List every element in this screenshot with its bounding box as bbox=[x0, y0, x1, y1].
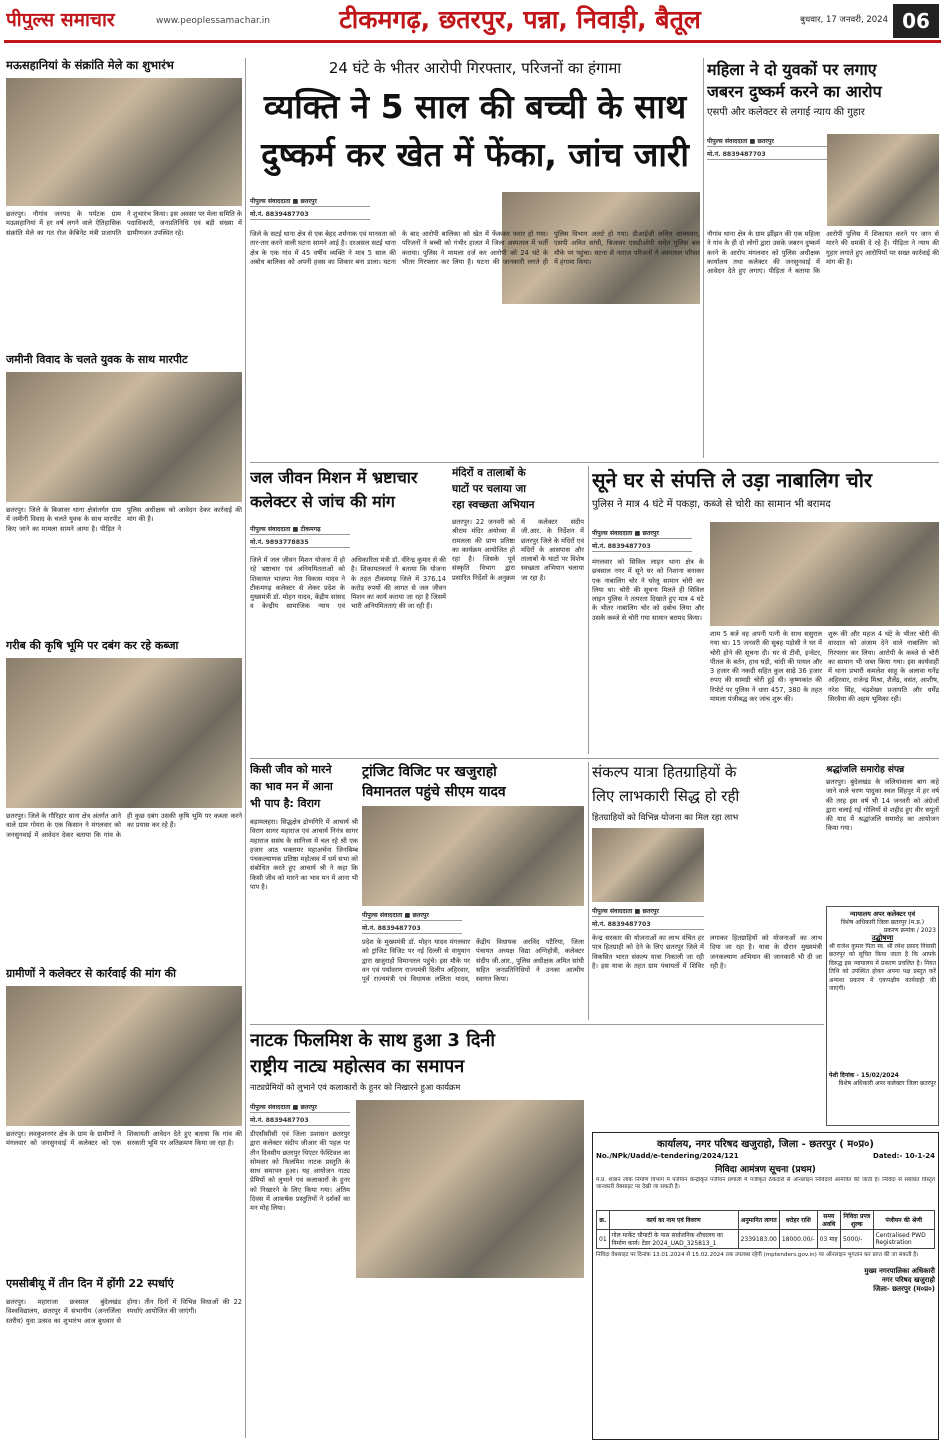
story-headline: लिए लाभकारी सिद्ध हो रही bbox=[592, 787, 740, 805]
fair-photo bbox=[6, 78, 242, 206]
story-title: गरीब की कृषि भूमि पर दबंग कर रहे कब्जा bbox=[6, 639, 179, 652]
story-text: जिले में जल जीवन मिशन योजना में हो रहे भ्रष्टाचार एवं अनियमितताओं को शिकायत भाजपा नेता विकास यादव ने टीकमगढ़ कलेक्टर से लेकर प्रदेश के मुख्यमंत्री डॉ. मोहन यादव, केंद्रीय सांसद व केन्द्रीय सामाजिक न्याय एवं अधिकारिता मंत्री डॉ. वीरेन्द्र कुमार से की है। शिकायतकर्ता ने बताया कि योजना के तहत टीकमगढ़ जिले में 376.14 करोड़ रुपयों की लागत से जल जीवन मिशन का कार्य कराया जा रहा है जिसमें भारी अनियमितताएं की जा रही हैं। bbox=[250, 556, 446, 611]
story-title: ग्रामीणों ने कलेक्टर से कार्रवाई की मांग की bbox=[6, 967, 176, 980]
table-header: कार्य का नाम एवं विवरण bbox=[609, 1211, 738, 1230]
byline: पीपुल्स संवाददाता ■ छतरपुर bbox=[250, 1102, 350, 1113]
story-headline: सूने घर से संपत्ति ले उड़ा नाबालिग चोर bbox=[592, 468, 873, 492]
lead-kicker: 24 घंटे के भीतर आरोपी गिरफ्तार, परिजनों का हंगामा bbox=[328, 59, 622, 77]
table-cell: 01 bbox=[597, 1230, 610, 1249]
woman-photo bbox=[827, 134, 939, 226]
reporter-mobile: मो.नं. 8839487703 bbox=[250, 209, 370, 220]
byline: पीपुल्स संवाददाता ■ छतरपुर bbox=[592, 528, 692, 539]
tender-signature: मुख्य नगरपालिका अधिकारी bbox=[864, 1267, 935, 1276]
story-headline: विमानतल पहुंचे सीएम यादव bbox=[362, 784, 506, 800]
police-photo bbox=[710, 522, 939, 626]
story-text: नौगांव थाना क्षेत्र के ग्राम झींझन की एक महिला ने गांव के ही दो लोगों द्वारा उसके जबरन दुष्कर्म करने के आरोप मंगलवार को पुलिस अधीक्षक कार्यालय तथा कलेक्टर की जनसुनवाई में आवेदन देते हुए लगाए। पीड़िता ने बताया कि आरोपी पुलिस में शिकायत करने पर जान से मारने की धमकी दे रहे हैं। पीड़िता ने न्याय की गुहार लगाते हुए आरोपियों पर सख्त कार्रवाई की मांग की है। bbox=[707, 230, 939, 276]
reporter-mobile: मो.नं. 8839487703 bbox=[707, 149, 827, 160]
table-header: पंजीयन की श्रेणी bbox=[873, 1211, 934, 1230]
byline-box bbox=[250, 524, 350, 552]
story-text: छतरपुर। जिले के गौरिहार थाना क्षेत्र अंतर्गत आने वाले ग्राम गोयरा के एक किसान ने मंगलवार को जनसुनवाई में आवेदन देकर बताया कि गांव के ही कुछ दबंग उसकी कृषि भूमि पर कब्जा करने का प्रयास कर रहे हैं। bbox=[6, 812, 242, 839]
tender-intro: म.प्र. शासन लोक निर्माण विभाग में पंजीयन केन्द्रीकृत पंजीयन प्रणाली में पंजीकृत ठेकेदारों से ऑनलाइन निविदायें आमंत्रित की जाती हैं। निविदा से संबंधित विस्तृत जानकारी वेबसाइट पर देखी जा सकती है। bbox=[596, 1177, 935, 1191]
water-mission-story bbox=[250, 466, 446, 754]
tender-signature: नगर परिषद खजुराहो bbox=[881, 1276, 935, 1285]
table-cell: गोल मार्केट चौपाटी के पास सार्वजनिक शौचालय का निर्माण कार्य। टेंडर 2024_UAD_325813_1 bbox=[609, 1230, 738, 1249]
table-header: समय अवधि bbox=[817, 1211, 840, 1230]
story-headline: श्रद्धांजलि समारोह संपन्न bbox=[826, 765, 905, 775]
tender-ref-row bbox=[596, 1152, 935, 1160]
story-headline: ट्रांजिट विजिट पर खजुराहो bbox=[362, 764, 497, 780]
sankalp-story bbox=[592, 762, 822, 1020]
reporter-mobile: मो.नं. 8839487703 bbox=[362, 923, 462, 934]
table-cell: 18000.00/- bbox=[779, 1230, 817, 1249]
court-text: श्री राजेश कुमार पिता स्व. श्री रमेश प्रसाद निवासी छतरपुर को सूचित किया जाता है कि आपके विरुद्ध इस न्यायालय में प्रकरण प्रचलित है। नियत तिथि को उपस्थित होकर अपना पक्ष प्रस्तुत करें अन्यथा प्रकरण में एकपक्षीय कार्यवाही की जाएगी। bbox=[829, 943, 936, 993]
story-headline: रहा स्वच्छता अभियान bbox=[452, 499, 535, 511]
right-story bbox=[707, 58, 939, 458]
byline-box bbox=[362, 910, 462, 936]
section-rule bbox=[250, 758, 939, 759]
story-headline: भी पाप है: विराग bbox=[250, 797, 321, 810]
story-headline: राष्ट्रीय नाट्य महोत्सव का समापन bbox=[250, 1056, 465, 1077]
byline-box bbox=[592, 528, 692, 556]
byline: पीपुल्स संवाददाता ■ टीकमगढ़ bbox=[250, 524, 350, 535]
byline: पीपुल्स संवाददाता ■ छतरपुर bbox=[707, 136, 827, 147]
byline: पीपुल्स संवाददाता ■ छतरपुर bbox=[250, 196, 370, 207]
story-headline: महिला ने दो युवकों पर लगाए bbox=[707, 60, 877, 79]
story-text: केन्द्र सरकार की योजनाओं का लाभ वंचित हर पात्र हितग्राही को देने के लिए छतरपुर जिले में विकसित भारत संकल्प यात्रा निकाली जा रही है। इस यात्रा के तहत ग्राम पंचायतों में शिविर लगाकर हितग्राहियों को योजनाओं का लाभ दिया जा रहा है। यात्रा के दौरान मुख्यमंत्री जनकल्याण अभियान की जानकारी भी दी जा रही है। bbox=[592, 934, 822, 970]
column-rule bbox=[588, 762, 589, 1020]
page-number: 06 bbox=[893, 4, 939, 38]
tender-title: निविदा आमंत्रण सूचना (प्रथम) bbox=[715, 1165, 816, 1175]
story-text: डीएसीसीसी एवं जिला प्रशासन छतरपुर द्वारा कलेक्टर संदीप जीआर की पहल पर तीन दिवसीय छतरपुर थिएटर फेस्टिवल का सोमवार को फिलमिश नाटक प्रस्तुति के साथ समापन हुआ। यह आयोजन नाट्य प्रेमियों को लुभाने एवं कलाकारों के हुनर को निखारने के लिए किया गया। अंतिम दिवस में आकर्षक प्रस्तुतियों ने दर्शकों का मन मोह लिया। bbox=[250, 1130, 350, 1213]
section-rule bbox=[250, 462, 939, 463]
masthead bbox=[0, 0, 945, 46]
lead-headline: दुष्कर्म कर खेत में फेंका, जांच जारी bbox=[261, 135, 689, 174]
court-title: न्यायालय अपर कलेक्टर एवं bbox=[849, 910, 916, 918]
story-headline: कलेक्टर से जांच की मांग bbox=[250, 492, 395, 511]
sermon-story bbox=[250, 762, 358, 1020]
byline-box bbox=[250, 1102, 350, 1128]
villagers-photo bbox=[6, 986, 242, 1126]
victim-photo bbox=[6, 372, 242, 502]
story-headline: जल जीवन मिशन में भ्रष्टाचार bbox=[250, 468, 418, 487]
camp-photo bbox=[592, 828, 704, 902]
court-heading: उद्घोषणा bbox=[871, 934, 894, 942]
story-subhead: एसपी और कलेक्टर से लगाई न्याय की गुहार bbox=[707, 107, 865, 118]
court-subtitle: विशेष अधिकारी जिला छतरपुर (म.प्र.) bbox=[840, 919, 925, 926]
tender-footer: निविदा वेबसाइट पर दिनांक 13.01.2024 से 15.02.2024 तक उपलब्ध रहेगी (mptenders.gov.in) पर ऑनलाइन भुगतान कर प्राप्त की जा सकती है। bbox=[596, 1252, 919, 1258]
story-subhead: हितग्राहियों को विभिन्न योजना का मिल रहा लाभ bbox=[592, 813, 739, 823]
story-text: छतरपुर। जिले के बिजावर थाना क्षेत्रांतर्गत ग्राम में जमीनी विवाद के चलते युवक के साथ मारपीट किए जाने का मामला सामने आया है। पीड़ित ने पुलिस अधीक्षक को आवेदन देकर कार्रवाई की मांग की है। bbox=[6, 506, 242, 533]
table-cell: 03 माह bbox=[817, 1230, 840, 1249]
byline-box bbox=[592, 906, 704, 932]
byline: पीपुल्स संवाददाता ■ छतरपुर bbox=[362, 910, 462, 921]
story-headline: का भाव मन में आना bbox=[250, 780, 333, 793]
tender-notice bbox=[592, 1132, 939, 1440]
table-header: धरोहर राशि bbox=[779, 1211, 817, 1230]
reporter-mobile: मो.नं. 8839487703 bbox=[592, 541, 692, 552]
story-title: जमीनी विवाद के चलते युवक के साथ मारपीट bbox=[6, 353, 188, 366]
column-rule bbox=[703, 58, 704, 458]
story-headline: मंदिरों व तालाबों के bbox=[452, 467, 526, 479]
story-headline: घाटों पर चलाया जा bbox=[452, 483, 526, 495]
story-text: मंगलवार को सिविल लाइन थाना क्षेत्र के छत्रसाल नगर में सूने घर को निशाना बनाकर एक नाबालिग चोर ने घरेलू सामान चोरी कर लिया था। चोरी की सूचना मिलते ही सिविल लाइन पुलिस ने तत्परता दिखाते हुए मात्र 4 घंटे के भीतर नाबालिग चोर को दबोच लिया और उसके कब्जे से चोरी गया सामान बरामद किया। bbox=[592, 558, 704, 622]
section-rule bbox=[250, 1024, 824, 1025]
story-headline: जबरन दुष्कर्म करने का आरोप bbox=[707, 82, 882, 101]
farmers-photo bbox=[6, 658, 242, 808]
left-column bbox=[6, 58, 242, 1438]
story-subhead: पुलिस ने मात्र 4 घंटे में पकड़ा, कब्जे से चोरी का सामान भी बरामद bbox=[592, 499, 831, 510]
story-text: शुरू की और महज 4 घंटे के भीतर चोरी की वारदात को अंजाम देने वाले नाबालिग को गिरफ्तार कर लिया। आरोपी के कब्जे से चोरी का सामान भी जब्त किया गया। इस कार्यवाही में थाना प्रभारी कमलेश साहू के अलावा घनेंद्र अहिरवार, राजेन्द्र मिश्रा, शैलेंद्र, वसंत, आशीष, नरेश सिंह, चंद्रशेखर प्रजापति और धर्मेंद्र सिरवैया की अहम भूमिका रही। bbox=[828, 630, 939, 704]
court-notice bbox=[826, 906, 939, 1126]
story-text: छतरपुर। महाराजा छत्रसाल बुंदेलखंड विश्वविद्यालय, छतरपुर में संभागीय (अन्तर्जिला स्तरीय) युवा उत्सव का शुभारंभ आज बुधवार से होगा। तीन दिनों में विभिन्न विधाओं की 22 स्पर्धाएं आयोजित की जाएंगी। bbox=[6, 1298, 242, 1325]
issue-date: बुधवार, 17 जनवरी, 2024 bbox=[800, 15, 888, 25]
section-title: टीकमगढ़, छतरपुर, पन्ना, निवाड़ी, बैतूल bbox=[339, 5, 701, 34]
theft-story bbox=[592, 466, 939, 754]
story-text: बड़ामलहरा। सिद्धक्षेत्र द्रोणगिरि में आचार्य श्री विराग सागर महाराज एवं आचार्य निनंत्र सागर महाराज ससंघ के सानिध्य में चल रहे श्री एक हजार आठ भक्तामर महाअर्चना जिनबिम्ब पंचकल्याणक प्रतिष्ठा महोत्सव में धर्म सभा को संबोधित करते हुए आचार्य श्री ने कहा कि किसी जीव को मारने का भाव मन में आना भी पाप है। bbox=[250, 818, 358, 892]
reporter-mobile: मो.नं. 8839487703 bbox=[592, 919, 704, 930]
table-header: अनुमानित लागत bbox=[738, 1211, 779, 1230]
court-case: प्रकरण क्रमांक / 2023 bbox=[883, 927, 936, 934]
story-title: मऊसहानियां के संक्रांति मेले का शुभारंभ bbox=[6, 58, 174, 72]
tribute-story bbox=[826, 762, 939, 902]
cm-photo bbox=[362, 806, 584, 906]
table-cell: 2339183.00 bbox=[738, 1230, 779, 1249]
byline-box bbox=[707, 136, 827, 166]
column-rule bbox=[588, 466, 589, 754]
story-text: छतरपुर। 22 जनवरी को श्रीराम मंदिर अयोध्या में रामलला की प्राण प्रतिष्ठा का कार्यक्रम आयोजित हो रहा है। जिसके पूर्व संस्कृति विभाग द्वारा प्रसारित निर्देशों के अनुक्रम में कलेक्टर संदीप जी.आर. के निर्देशन में छतरपुर जिले के मंदिरों एवं मंदिरों के आसपास और तालाबों के घाटों पर विशेष स्वच्छता अभियान चलाया जा रहा है। bbox=[452, 518, 584, 582]
lead-text: जिले के सटई थाना क्षेत्र से एक बेहद शर्मनाक एवं मानवता को तार-तार करने वाली घटना सामने आई है। दरअसल सटई थाना क्षेत्र के एक गांव में 45 वर्षीय व्यक्ति ने मात्र 5 साल की अबोध बालिका को अपनी हवस का शिकार बना डाला। घटना के बाद आरोपी बालिका को खेत में फेंककर फरार हो गया। परिजनों ने बच्ची को गंभीर हालत में जिला अस्पताल में भर्ती कराया। पुलिस ने मामला दर्ज कर आरोपी को 24 घंटे के भीतर गिरफ्तार कर लिया है। घटना की जानकारी लगते ही पुलिस विभाग अलर्ट हो गया। डीआईजी ललित शाक्यवार, एसपी अमित सांघी, बिजावर एसडीओपी समेत पुलिस बल मौके पर पहुंचा। घटना से नाराज परिजनों ने अस्पताल परिसर में हंगामा किया। bbox=[250, 230, 700, 266]
table-header: निविदा प्रपत्र शुल्क bbox=[840, 1211, 873, 1230]
story-text: छतरपुर। बुंदेलखंड के जलियांवाला बाग कहे जाने वाले चरण पादुका स्थल सिंहपुर में हर वर्ष की तरह इस वर्ष भी 14 जनवरी को अंग्रेजों द्वारा चलाई गई गोलियों से शहीद हुए वीर सपूतों की याद में श्रद्धांजलि समारोह का आयोजन किया गया। bbox=[826, 778, 939, 833]
tender-table bbox=[596, 1210, 935, 1249]
tender-date: Dated:- 10-1-24 bbox=[873, 1152, 935, 1160]
story-headline: संकल्प यात्रा हितग्राहियों के bbox=[592, 763, 737, 781]
story-headline: किसी जीव को मारने bbox=[250, 763, 332, 776]
lead-headline: व्यक्ति ने 5 साल की बच्ची के साथ bbox=[263, 87, 687, 126]
story-title: एमसीबीयू में तीन दिन में होंगी 22 स्पर्धाएं bbox=[6, 1277, 174, 1290]
story-text: शाम 5 बजे वह अपनी पत्नी के साथ ससुराल गया था। 15 जनवरी की सुबह पड़ोसी ने घर में चोरी होने की सूचना दी। घर से टीवी, इन्वेटर, पीतल के बर्तन, हाथ घड़ी, चांदी की पायल और 3 हजार की नकदी सहित कुल साढ़े 36 हजार रुपए की सामग्री चोरी हुई थी। कृष्णकांत की रिपोर्ट पर पुलिस ने धारा 457, 380 के तहत मामला पंजीबद्ध कर जांच शुरू की। bbox=[710, 630, 822, 704]
reporter-mobile: मो.नं. 9893778835 bbox=[250, 537, 350, 548]
lead-byline-box bbox=[250, 196, 370, 226]
reporter-mobile: मो.नं. 8839487703 bbox=[250, 1115, 350, 1126]
tender-ref: No./NPk/Uadd/e-tendering/2024/121 bbox=[596, 1152, 739, 1160]
website: www.peoplessamachar.in bbox=[156, 16, 270, 26]
table-cell: Centralised PWD Registration bbox=[873, 1230, 934, 1249]
story-text: छतरपुर। लवकुशनगर क्षेत्र के ग्राम के ग्रामीणों ने मंगलवार को जनसुनवाई में कलेक्टर को एक शिकायती आवेदन देते हुए बताया कि गांव की सरकारी भूमि पर अतिक्रमण किया जा रहा है। bbox=[6, 1130, 242, 1148]
cleanliness-story bbox=[452, 466, 584, 754]
tender-signature: जिला- छतरपुर (म०प्र०) bbox=[873, 1285, 935, 1294]
masthead-rule bbox=[4, 40, 941, 43]
table-header: क्र. bbox=[597, 1211, 610, 1230]
story-subhead: नाट्यप्रेमियों को लुभाने एवं कलाकारों के हुनर को निखारने हुआ कार्यक्रम bbox=[250, 1082, 461, 1092]
theatre-story bbox=[250, 1028, 584, 1440]
story-text: प्रदेश के मुख्यमंत्री डॉ. मोहन यादव मंगलवार को ट्रांजिट विजिट पर नई दिल्ली से वायुयान द्वारा खजुराहो विमानतल पहुंचे। इस मौके पर वन एवं पर्यावरण राज्यमंत्री दिलीप अहिरवार, पूर्व राज्यमंत्री एवं विधायक ललिता यादव, केंद्रीय विधायक अरविंद पटैरिया, जिला पंचायत अध्यक्ष विद्या अग्निहोत्री, कलेक्टर संदीप जी.आर., पुलिस अधीक्षक अमित सांघी सहित जनप्रतिनिधियों ने उनका आत्मीय स्वागत किया। bbox=[362, 938, 584, 984]
lead-story bbox=[250, 58, 700, 458]
story-text: छतरपुर। नौगांव जनपद के पर्यटक ग्राम मऊसहानियां में हर वर्ष लगने वाले ऐतिहासिक संक्रांति मेले का गत रोज केबिनेट मंत्री प्रजापति ने शुभारंभ किया। इस अवसर पर मेला समिति के पदाधिकारी, जनप्रतिनिधि एवं बड़ी संख्या में ग्रामीणजन उपस्थित रहे। bbox=[6, 210, 242, 237]
byline: पीपुल्स संवाददाता ■ छतरपुर bbox=[592, 906, 704, 917]
table-cell: 5000/- bbox=[840, 1230, 873, 1249]
theatre-photo bbox=[356, 1100, 584, 1278]
tender-office: कार्यालय, नगर परिषद खजुराहो, जिला - छतरपुर ( म०प्र०) bbox=[657, 1139, 874, 1150]
court-signature: विशेष अधिकारी अपर कलेक्टर जिला छतरपुर bbox=[838, 1080, 936, 1087]
cm-visit-story bbox=[362, 762, 584, 1020]
column-rule bbox=[245, 58, 246, 1438]
court-date: पेशी दिनांक - 15/02/2024 bbox=[829, 1072, 899, 1079]
paper-logo: पीपुल्स समाचार bbox=[6, 9, 115, 30]
story-headline: नाटक फिलमिश के साथ हुआ 3 दिनी bbox=[250, 1030, 496, 1051]
